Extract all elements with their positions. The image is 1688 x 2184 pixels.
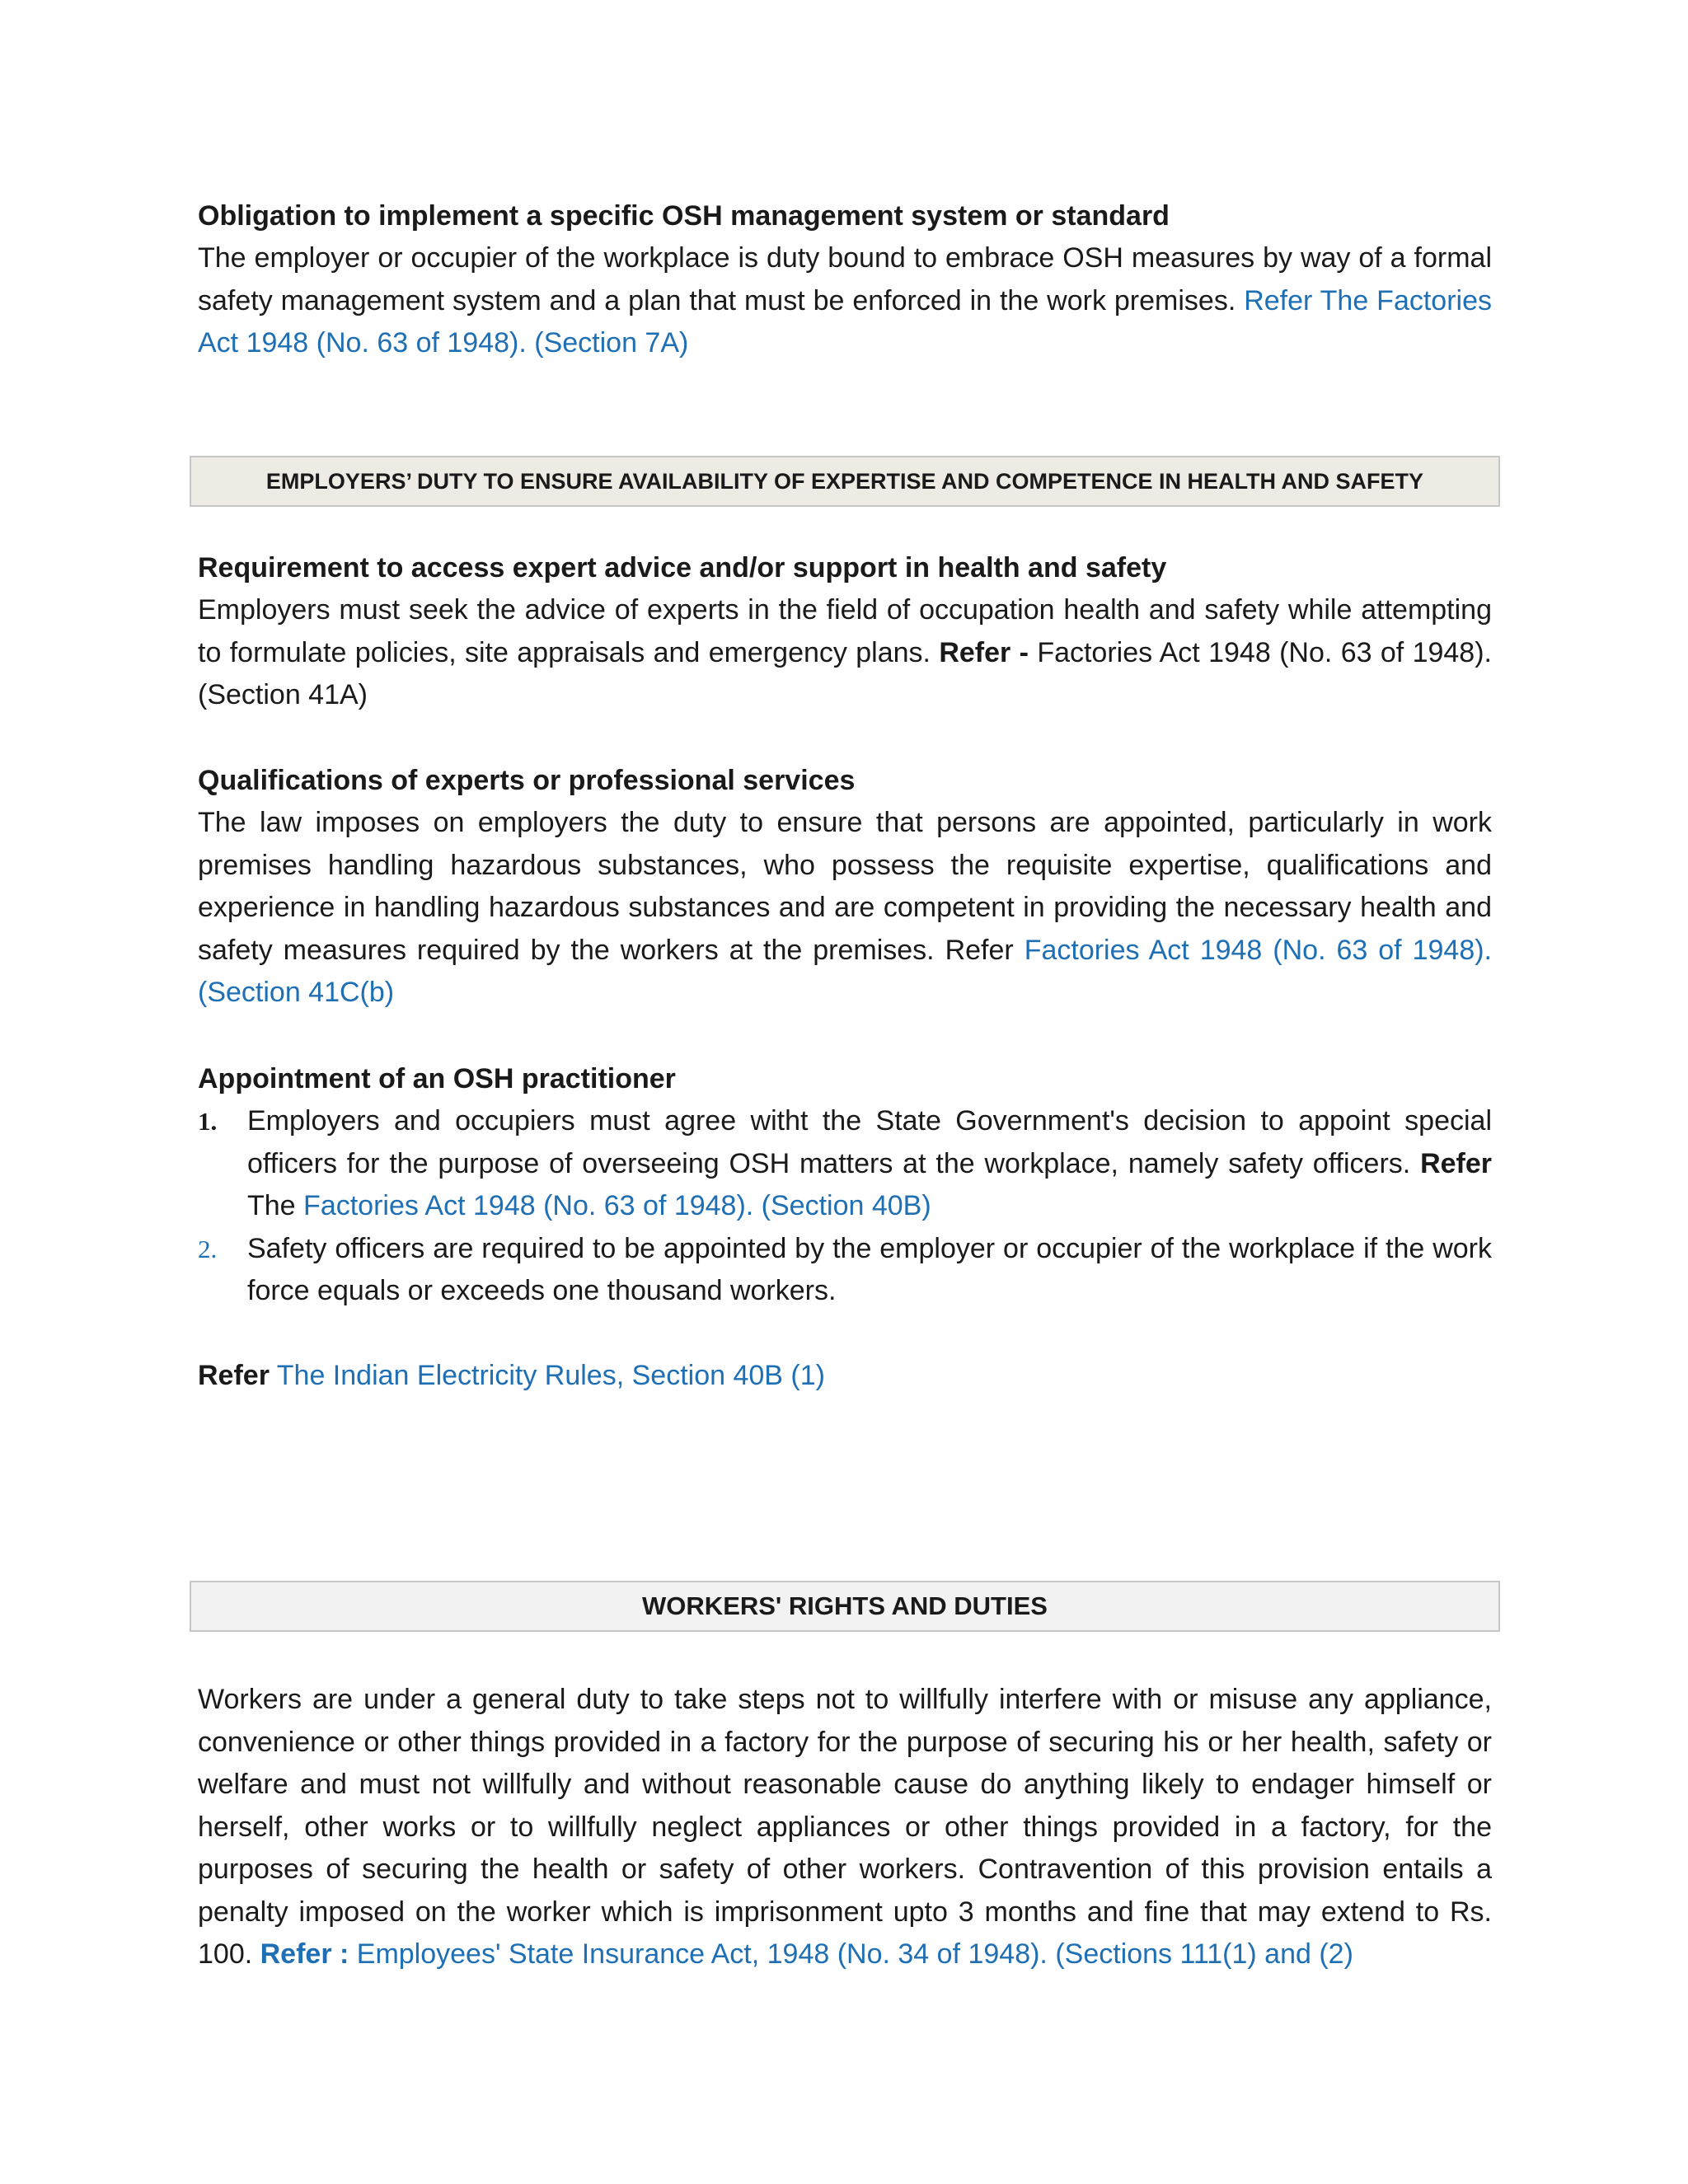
section-heading: Qualifications of experts or professional services xyxy=(198,765,856,796)
paragraph-text: Workers are under a general duty to take steps not to willfully interfere with or misuse any appliance, convenience or other things provided in a factory for the purpose of securing his or her health, safety or welfare and must not willfully and without reasonable cause do anything likely to endager himself or herself, other works or to willfully neglect appliances or other things provided in a factory, for the purposes of securing the health or safety of other workers. Contravention of this provision entails a penalty imposed on the worker which is imprisonment upto 3 months and fine that may extend to Rs. 100. xyxy=(198,1684,1492,1970)
refer-label: Refer xyxy=(1420,1147,1492,1179)
reference-text: Factories Act 1948 (No. 63 of 1948). (Section 41A) xyxy=(198,636,1492,710)
section-paragraph xyxy=(198,237,1492,365)
paragraph-text: The law imposes on employers the duty to ensure that persons are appointed, particularly in work premises handling hazardous substances, who possess the requisite expertise, qualifications and experience in handling hazardous substances and are competent in providing the necessary health and safety measures required by the workers at the premises. Refer xyxy=(198,807,1492,966)
list-item xyxy=(198,1100,1492,1228)
banner-title: EMPLOYERS’ DUTY TO ENSURE AVAILABILITY OF EXPERTISE AND COMPETENCE IN HEALTH AND SAFETY xyxy=(265,468,1424,494)
paragraph-text: The employer or occupier of the workplace is duty bound to embrace OSH measures by way of a formal safety management system and a plan that must be enforced in the work premises. xyxy=(198,242,1492,316)
reference-link[interactable]: Refer The Factories Act 1948 (No. 63 of 1948). (Section 7A) xyxy=(198,284,1492,359)
reference-link[interactable]: The Indian Electricity Rules, Section 40B (1) xyxy=(269,1359,825,1391)
list-item-text: Employers and occupiers must agree witht the State Government's decision to appoint special officers for the purpose of overseeing OSH matters at the workplace, namely safety officers. xyxy=(247,1105,1492,1179)
section-paragraph xyxy=(198,589,1492,717)
section-heading: Appointment of an OSH practitioner xyxy=(198,1063,676,1094)
section-workers-duties xyxy=(198,1679,1492,1976)
section-osh-practitioner xyxy=(198,1057,1492,1397)
reference-link[interactable]: Factories Act 1948 (No. 63 of 1948). (Section 41C(b) xyxy=(198,934,1492,1008)
section-heading: Requirement to access expert advice and/or support in health and safety xyxy=(198,552,1167,583)
section-osh-management xyxy=(198,194,1492,365)
banner-title: WORKERS' RIGHTS AND DUTIES xyxy=(642,1591,1048,1620)
section-paragraph xyxy=(198,1679,1492,1976)
list-number: 1. xyxy=(198,1107,218,1136)
numbered-list xyxy=(198,1100,1492,1313)
section-expert-advice xyxy=(198,546,1492,717)
reference-link[interactable]: Employees' State Insurance Act, 1948 (No. 34 of 1948). (Sections 111(1) and (2) xyxy=(349,1938,1353,1970)
section-paragraph xyxy=(198,802,1492,1015)
list-item-text: Safety officers are required to be appointed by the employer or occupier of the workplace if the work force equals or exceeds one thousand workers. xyxy=(247,1232,1492,1306)
refer-label: Refer : xyxy=(260,1938,349,1970)
section-banner-employers-duty xyxy=(190,456,1500,507)
reference-line xyxy=(198,1355,1492,1398)
section-heading: Obligation to implement a specific OSH management system or standard xyxy=(198,200,1170,232)
refer-label: Refer xyxy=(198,1359,270,1391)
refer-label: Refer - xyxy=(939,636,1038,668)
reference-link[interactable]: Factories Act 1948 (No. 63 of 1948). (Section 40B) xyxy=(303,1190,931,1221)
list-item xyxy=(198,1228,1492,1313)
paragraph-text: Employers must seek the advice of experts in the field of occupation health and safety while attempting to formulate policies, site appraisals and emergency plans. xyxy=(198,594,1492,668)
section-qualifications xyxy=(198,759,1492,1015)
section-banner-workers-rights xyxy=(190,1581,1500,1632)
list-number: 2. xyxy=(198,1234,218,1263)
list-item-text-pre: The xyxy=(247,1190,304,1221)
